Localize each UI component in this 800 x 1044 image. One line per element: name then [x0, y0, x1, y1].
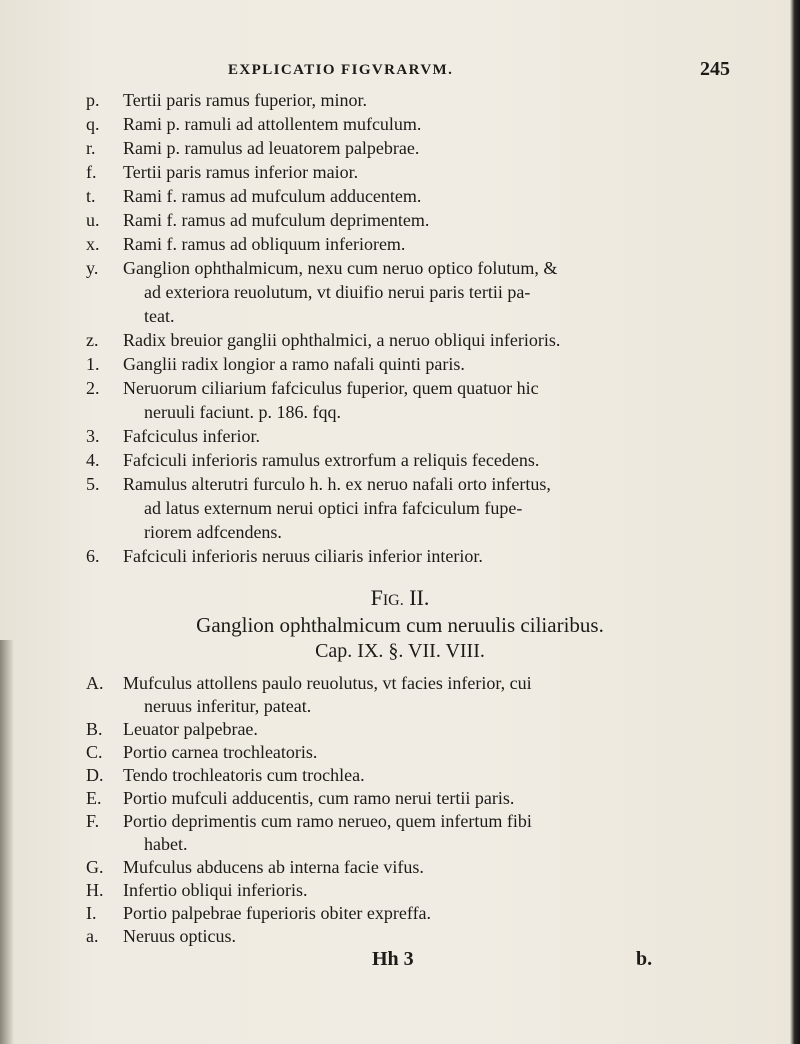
entry-label: p.	[86, 90, 100, 110]
figure-smallcaps: IG.	[382, 592, 404, 609]
entry-label: F.	[86, 811, 100, 831]
figure-title: Ganglion ophthalmicum cum neruulis ciliaribus.	[196, 613, 604, 637]
entry-text: Rami f. ramus ad mufculum deprimentem.	[123, 210, 430, 230]
gutter-shadow	[0, 640, 14, 1044]
entry-label: A.	[86, 673, 104, 693]
entry-text: Infertio obliqui inferioris.	[123, 880, 308, 900]
entry-text: Ganglii radix longior a ramo nafali quinti paris.	[123, 354, 465, 374]
entry-label: r.	[86, 138, 96, 158]
entry-text: Ganglion ophthalmicum, nexu cum neruo optico folutum, &	[123, 258, 558, 278]
entry-text: Ramulus alterutri furculo h. h. ex neruo nafali orto infertus,	[123, 474, 551, 494]
entry-label: z.	[86, 330, 99, 350]
entry-label: H.	[86, 880, 104, 900]
entry-label: t.	[86, 186, 96, 206]
entry-label: C.	[86, 742, 103, 762]
entry-text: Rami f. ramus ad obliquum inferiorem.	[123, 234, 406, 254]
figure-prefix: F	[370, 585, 383, 610]
figure-number: II.	[403, 585, 430, 610]
figure-heading	[0, 585, 800, 611]
running-head	[0, 58, 800, 84]
entry-text: Portio mufculi adducentis, cum ramo nerui tertii paris.	[123, 788, 515, 808]
entry-label: G.	[86, 857, 104, 877]
catchword: b.	[636, 948, 653, 970]
entry-text: Radix breuior ganglii ophthalmici, a neruo obliqui inferioris.	[123, 330, 561, 350]
entry-label: 1.	[86, 354, 100, 374]
entry-text: Portio deprimentis cum ramo nerueo, quem infertum fibi	[123, 811, 532, 831]
entry-text: Portio carnea trochleatoris.	[123, 742, 318, 762]
entry-label: 2.	[86, 378, 100, 398]
page-edge-shadow	[790, 0, 800, 1044]
entry-text: Rami p. ramuli ad attollentem mufculum.	[123, 114, 422, 134]
entry-label: q.	[86, 114, 100, 134]
entry-text: Fafciculi inferioris ramulus extrorfum a reliquis fecedens.	[123, 450, 540, 470]
running-head-title: EXPLICATIO FIGVRARVM.	[228, 62, 454, 78]
entry-text: riorem adfcendens.	[144, 522, 282, 542]
entry-label: 5.	[86, 474, 100, 494]
entry-label: f.	[86, 162, 97, 182]
entry-text: habet.	[144, 834, 188, 854]
signature-mark: Hh 3	[372, 948, 414, 970]
entry-text: Neruorum ciliarium fafciculus fuperior, quem quatuor hic	[123, 378, 539, 398]
entry-label: 3.	[86, 426, 100, 446]
entry-label: 6.	[86, 546, 100, 566]
entry-label: E.	[86, 788, 102, 808]
entry-label: B.	[86, 719, 103, 739]
entry-label: x.	[86, 234, 100, 254]
entry-text: Mufculus attollens paulo reuolutus, vt facies inferior, cui	[123, 673, 532, 693]
entry-text: Tertii paris ramus fuperior, minor.	[123, 90, 367, 110]
entry-text: Tertii paris ramus inferior maior.	[123, 162, 359, 182]
entry-label: y.	[86, 258, 99, 278]
page-number: 245	[700, 58, 730, 80]
entry-text: ad exteriora reuolutum, vt diuifio nerui paris tertii pa-	[144, 282, 531, 302]
entry-label: I.	[86, 903, 97, 923]
entry-label: a.	[86, 926, 99, 946]
entry-text: Portio palpebrae fuperioris obiter expreffa.	[123, 903, 432, 923]
entry-text: teat.	[144, 306, 175, 326]
entry-text: neruus inferitur, pateat.	[144, 696, 312, 716]
entry-text: neruuli faciunt. p. 186. fqq.	[144, 402, 341, 422]
entry-text: ad latus externum nerui optici infra fafciculum fupe-	[144, 498, 523, 518]
entry-label: u.	[86, 210, 100, 230]
entry-text: Rami f. ramus ad mufculum adducentem.	[123, 186, 422, 206]
entry-text: Neruus opticus.	[123, 926, 236, 946]
entry-text: Leuator palpebrae.	[123, 719, 258, 739]
entry-label: 4.	[86, 450, 100, 470]
entry-text: Mufculus abducens ab interna facie vifus.	[123, 857, 424, 877]
chapter-reference: Cap. IX. §. VII. VIII.	[315, 640, 485, 662]
entry-text: Fafciculi inferioris neruus ciliaris inferior interior.	[123, 546, 483, 566]
entry-text: Rami p. ramulus ad leuatorem palpebrae.	[123, 138, 420, 158]
entry-text: Fafciculus inferior.	[123, 426, 260, 446]
entry-label: D.	[86, 765, 104, 785]
entry-text: Tendo trochleatoris cum trochlea.	[123, 765, 365, 785]
